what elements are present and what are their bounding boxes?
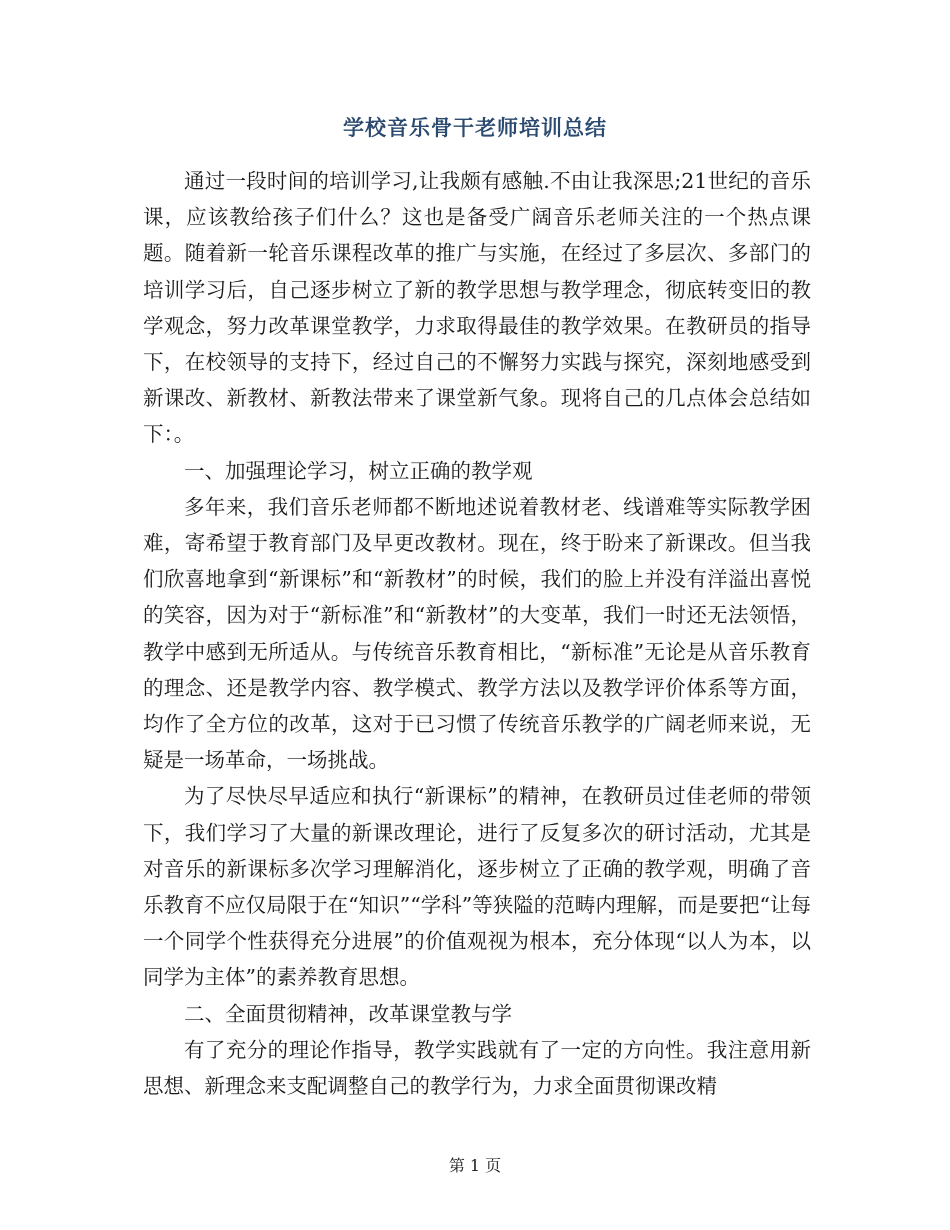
paragraph-intro: 通过一段时间的培训学习,让我颇有感触.不由让我深思;21世纪的音乐课，应该教给孩子们什么？这也是备受广阔音乐老师关注的一个热点课题。随着新一轮音乐课程改革的推广与实施，在经过了多层次、多部门的培训学习后，自己逐步树立了新的教学思想与教学理念，彻底转变旧的教学观念，努力改革课堂教学，力求取得最佳的教学效果。在教研员的指导下，在校领导的支持下，经过自己的不懈努力实践与探究，深刻地感受到新课改、新教材、新教法带来了课堂新气象。现将自己的几点体会总结如下：。 (143, 169, 811, 447)
paragraph-section-2a: 有了充分的理论作指导，教学实践就有了一定的方向性。我注意用新思想、新理念来支配调整自己的教学行为，力求全面贯彻课改精 (143, 1037, 811, 1099)
document-title: 学校音乐骨干老师培训总结 (343, 115, 607, 140)
section-heading-2: 二、全面贯彻精神，改革课堂教与学 (184, 1001, 512, 1026)
paragraph-section-1a: 多年来，我们音乐老师都不断地述说着教材老、线谱难等实际教学困难，寄希望于教育部门及早更改教材。现在，终于盼来了新课改。但当我们欣喜地拿到“新课标”和“新教材”的时候，我们的脸上并没有洋溢出喜悦的笑容，因为对于“新标准”和“新教材”的大变革，我们一时还无法领悟，教学中感到无所适从。与传统音乐教育相比，“新标准”无论是从音乐教育的理念、还是教学内容、教学模式、教学方法以及教学评价体系等方面，均作了全方位的改革，这对于已习惯了传统音乐教学的广阔老师来说，无疑是一场革命，一场挑战。 (143, 494, 811, 773)
paragraph-section-1b: 为了尽快尽早适应和执行“新课标”的精神，在教研员过佳老师的带领下，我们学习了大量的新课改理论，进行了反复多次的研讨活动，尤其是对音乐的新课标多次学习理解消化，逐步树立了正确的教学观，明确了音乐教育不应仅局限于在“知识”“学科”等狭隘的范畴内理解，而是要把“让每一个同学个性获得充分进展”的价值观视为根本，充分体现“以人为本，以同学为主体”的素养教育思想。 (143, 784, 811, 990)
section-heading-1: 一、加强理论学习，树立正确的教学观 (184, 458, 533, 483)
page-number: 第 1 页 (448, 1156, 502, 1175)
document-body (143, 163, 811, 1104)
